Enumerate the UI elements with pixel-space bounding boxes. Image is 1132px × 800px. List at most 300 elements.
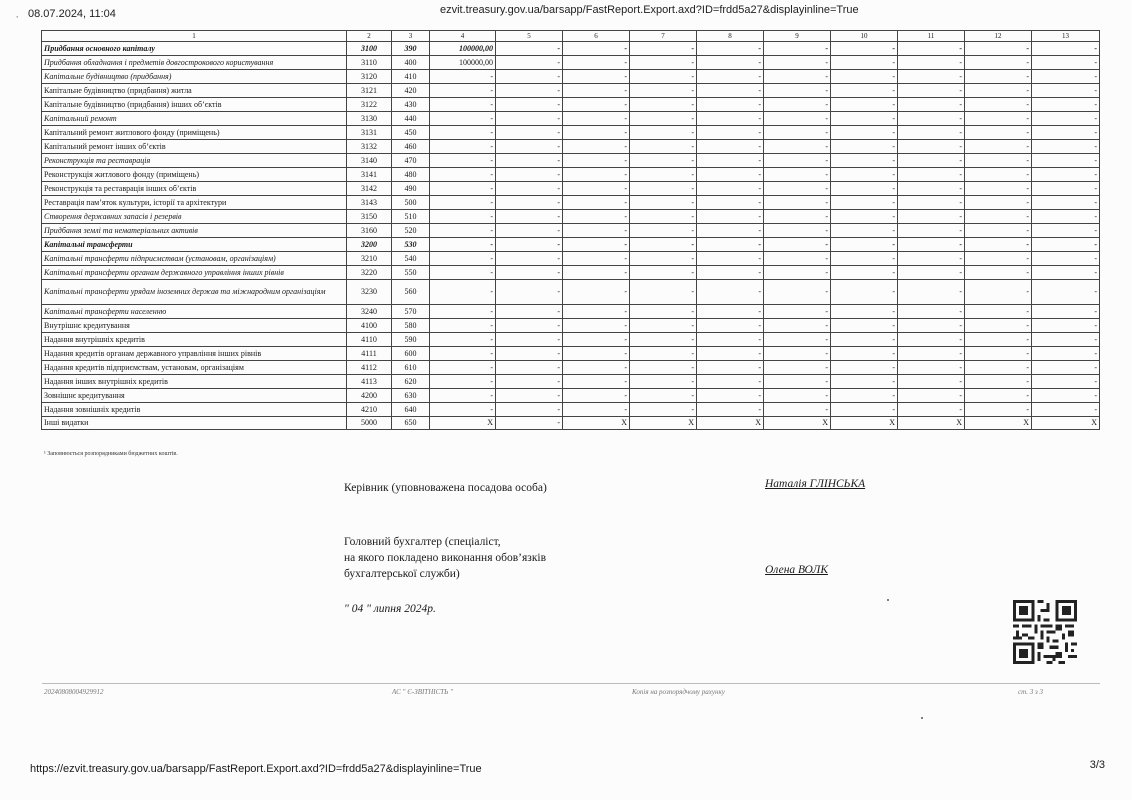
value-cell: - [965, 84, 1032, 98]
row-code: 390 [392, 42, 430, 56]
value-cell: - [764, 182, 831, 196]
kekv-code: 4110 [347, 333, 392, 347]
row-label: Капітальні трансферти урядам іноземних держав та міжнародним організаціям [42, 280, 347, 305]
value-cell: - [430, 266, 496, 280]
value-cell: - [563, 70, 630, 84]
value-cell: - [630, 98, 697, 112]
table-body [42, 31, 1100, 430]
value-cell: - [697, 140, 764, 154]
row-label: Придбання землі та нематеріальних активів [42, 224, 347, 238]
value-cell: - [965, 168, 1032, 182]
value-cell: - [1032, 154, 1100, 168]
value-cell: - [898, 319, 965, 333]
value-cell: - [496, 210, 563, 224]
kekv-code: 3210 [347, 252, 392, 266]
value-cell: - [630, 347, 697, 361]
row-label: Реконструкція та реставрація [42, 154, 347, 168]
value-cell: - [430, 140, 496, 154]
value-cell: - [898, 140, 965, 154]
value-cell: - [764, 154, 831, 168]
value-cell: - [965, 333, 1032, 347]
value-cell: - [430, 84, 496, 98]
value-cell: - [496, 375, 563, 389]
value-cell: - [630, 168, 697, 182]
value-cell: - [496, 417, 563, 430]
value-cell: - [965, 196, 1032, 210]
value-cell: - [965, 210, 1032, 224]
value-cell: - [496, 238, 563, 252]
value-cell: - [831, 224, 898, 238]
value-cell: - [898, 280, 965, 305]
value-cell: - [697, 168, 764, 182]
value-cell: - [563, 182, 630, 196]
value-cell: - [697, 403, 764, 417]
value-cell: - [898, 98, 965, 112]
value-cell: - [563, 56, 630, 70]
value-cell: - [898, 375, 965, 389]
value-cell: - [764, 210, 831, 224]
row-code: 500 [392, 196, 430, 210]
kekv-code: 4112 [347, 361, 392, 375]
kekv-code: 3132 [347, 140, 392, 154]
value-cell: X [898, 417, 965, 430]
table-row [42, 196, 1100, 210]
row-code: 590 [392, 333, 430, 347]
value-cell: - [965, 112, 1032, 126]
column-number: 10 [831, 31, 898, 42]
value-cell: - [831, 333, 898, 347]
value-cell: - [496, 56, 563, 70]
value-cell: - [1032, 224, 1100, 238]
value-cell: - [697, 126, 764, 140]
value-cell: - [697, 375, 764, 389]
value-cell: - [697, 319, 764, 333]
value-cell: - [764, 168, 831, 182]
row-code: 630 [392, 389, 430, 403]
value-cell: - [496, 266, 563, 280]
column-number: 11 [898, 31, 965, 42]
value-cell: - [697, 238, 764, 252]
value-cell: - [563, 252, 630, 266]
row-code: 640 [392, 403, 430, 417]
value-cell: - [898, 210, 965, 224]
value-cell: - [1032, 305, 1100, 319]
value-cell: X [697, 417, 764, 430]
value-cell: - [831, 238, 898, 252]
value-cell: - [630, 280, 697, 305]
kekv-code: 3131 [347, 126, 392, 140]
value-cell: - [563, 196, 630, 210]
row-code: 530 [392, 238, 430, 252]
value-cell: - [898, 333, 965, 347]
value-cell: - [697, 305, 764, 319]
value-cell: - [965, 42, 1032, 56]
value-cell: - [697, 42, 764, 56]
value-cell: - [831, 252, 898, 266]
value-cell: - [764, 375, 831, 389]
value-cell: - [496, 252, 563, 266]
kekv-code: 3220 [347, 266, 392, 280]
column-number: 4 [430, 31, 496, 42]
value-cell: - [563, 126, 630, 140]
value-cell: - [764, 333, 831, 347]
row-label: Капітальні трансферти органам державного управління інших рівнів [42, 266, 347, 280]
value-cell: - [1032, 70, 1100, 84]
accountant-signature-name: Олена ВОЛК [765, 564, 828, 576]
row-label: Створення державних запасів і резервів [42, 210, 347, 224]
table-row [42, 238, 1100, 252]
row-label: Реконструкція житлового фонду (приміщень) [42, 168, 347, 182]
value-cell: - [831, 182, 898, 196]
value-cell: - [965, 347, 1032, 361]
table-row [42, 140, 1100, 154]
value-cell: - [697, 252, 764, 266]
value-cell: - [764, 126, 831, 140]
value-cell: - [1032, 361, 1100, 375]
value-cell: - [430, 224, 496, 238]
value-cell: - [898, 154, 965, 168]
value-cell: - [831, 98, 898, 112]
row-code: 490 [392, 182, 430, 196]
value-cell: - [496, 280, 563, 305]
value-cell: - [430, 196, 496, 210]
footer-divider [42, 683, 1100, 684]
value-cell: - [630, 305, 697, 319]
value-cell: - [831, 126, 898, 140]
column-number: 1 [42, 31, 347, 42]
value-cell: - [764, 403, 831, 417]
row-code: 420 [392, 84, 430, 98]
column-number: 5 [496, 31, 563, 42]
value-cell: - [430, 168, 496, 182]
row-code: 620 [392, 375, 430, 389]
row-code: 580 [392, 319, 430, 333]
kekv-code: 3141 [347, 168, 392, 182]
row-label: Капітальні трансферти підприємствам (установам, організаціям) [42, 252, 347, 266]
value-cell: - [898, 252, 965, 266]
value-cell: - [831, 42, 898, 56]
value-cell: - [430, 375, 496, 389]
value-cell: - [898, 196, 965, 210]
value-cell: - [965, 305, 1032, 319]
table-row [42, 168, 1100, 182]
value-cell: - [697, 347, 764, 361]
value-cell: - [430, 280, 496, 305]
row-label: Капітальний ремонт житлового фонду (приміщень) [42, 126, 347, 140]
value-cell: - [430, 333, 496, 347]
value-cell: - [697, 154, 764, 168]
value-cell: - [898, 42, 965, 56]
value-cell: X [563, 417, 630, 430]
print-date: 08.07.2024, 11:04 [28, 8, 116, 20]
value-cell: - [764, 238, 831, 252]
value-cell: - [965, 98, 1032, 112]
row-label: Капітальні трансферти населенню [42, 305, 347, 319]
row-label: Капітальне будівництво (придбання) інших об’єктів [42, 98, 347, 112]
print-header [16, 6, 1116, 20]
kekv-code: 4113 [347, 375, 392, 389]
value-cell: 100000,00 [430, 42, 496, 56]
value-cell: - [630, 56, 697, 70]
value-cell: - [430, 361, 496, 375]
table-row [42, 224, 1100, 238]
value-cell: - [831, 112, 898, 126]
value-cell: - [563, 140, 630, 154]
value-cell: - [831, 140, 898, 154]
row-code: 450 [392, 126, 430, 140]
value-cell: - [1032, 347, 1100, 361]
table-row [42, 182, 1100, 196]
value-cell: - [430, 126, 496, 140]
table-row [42, 375, 1100, 389]
column-number: 8 [697, 31, 764, 42]
kekv-code: 3100 [347, 42, 392, 56]
table-row [42, 266, 1100, 280]
value-cell: - [430, 70, 496, 84]
value-cell: - [898, 389, 965, 403]
table-row [42, 112, 1100, 126]
value-cell: - [563, 347, 630, 361]
row-label: Придбання обладнання і предметів довгострокового користування [42, 56, 347, 70]
value-cell: - [630, 238, 697, 252]
value-cell: - [563, 305, 630, 319]
value-cell: - [764, 347, 831, 361]
system-name: АС " Є-ЗВІТНІСТЬ " [392, 688, 453, 696]
value-cell: - [1032, 182, 1100, 196]
row-code: 400 [392, 56, 430, 70]
value-cell: - [563, 224, 630, 238]
row-code: 410 [392, 70, 430, 84]
value-cell: - [496, 333, 563, 347]
row-label: Реконструкція та реставрація інших об’єктів [42, 182, 347, 196]
value-cell: - [563, 42, 630, 56]
column-number: 3 [392, 31, 430, 42]
value-cell: - [965, 280, 1032, 305]
value-cell: - [697, 84, 764, 98]
row-code: 440 [392, 112, 430, 126]
table-row [42, 417, 1100, 430]
value-cell: - [630, 266, 697, 280]
table-row [42, 70, 1100, 84]
value-cell: - [563, 361, 630, 375]
table-row [42, 305, 1100, 319]
value-cell: - [831, 266, 898, 280]
value-cell: - [630, 112, 697, 126]
table-row [42, 252, 1100, 266]
value-cell: - [630, 403, 697, 417]
value-cell: - [430, 238, 496, 252]
value-cell: X [764, 417, 831, 430]
value-cell: - [898, 347, 965, 361]
value-cell: X [630, 417, 697, 430]
value-cell: - [965, 140, 1032, 154]
table-row [42, 42, 1100, 56]
accountant-label-line1: Головний бухгалтер (спеціаліст, [344, 536, 501, 548]
value-cell: - [563, 319, 630, 333]
value-cell: - [496, 347, 563, 361]
value-cell: - [1032, 389, 1100, 403]
kekv-code: 3122 [347, 98, 392, 112]
column-number: 13 [1032, 31, 1100, 42]
value-cell: - [1032, 42, 1100, 56]
value-cell: - [1032, 168, 1100, 182]
value-cell: - [697, 224, 764, 238]
value-cell: - [831, 319, 898, 333]
row-label: Капітальне будівництво (придбання) [42, 70, 347, 84]
value-cell: - [965, 252, 1032, 266]
value-cell: 100000,00 [430, 56, 496, 70]
document-id: 20240808004929912 [44, 688, 104, 696]
value-cell: - [965, 238, 1032, 252]
value-cell: - [630, 182, 697, 196]
value-cell: - [697, 70, 764, 84]
signature-date: " 04 " липня 2024р. [344, 603, 436, 615]
value-cell: - [764, 112, 831, 126]
value-cell: - [496, 70, 563, 84]
scan-mark: , [16, 10, 19, 19]
value-cell: - [630, 70, 697, 84]
row-label: Реставрація пам’яток культури, історії та архітектури [42, 196, 347, 210]
value-cell: - [965, 224, 1032, 238]
kekv-code: 4210 [347, 403, 392, 417]
footnote: ¹ Заповнюється розпорядниками бюджетних коштів. [44, 451, 178, 457]
value-cell: - [563, 333, 630, 347]
value-cell: - [831, 210, 898, 224]
row-label: Надання інших внутрішніх кредитів [42, 375, 347, 389]
value-cell: - [831, 56, 898, 70]
value-cell: - [965, 389, 1032, 403]
table-row [42, 210, 1100, 224]
table-row [42, 347, 1100, 361]
head-signature-name: Наталія ГЛІНСЬКА [765, 478, 866, 490]
value-cell: - [697, 210, 764, 224]
value-cell: - [630, 126, 697, 140]
value-cell: - [630, 319, 697, 333]
column-number: 2 [347, 31, 392, 42]
value-cell: - [1032, 112, 1100, 126]
value-cell: - [965, 56, 1032, 70]
value-cell: X [831, 417, 898, 430]
browser-page-number: 3/3 [1089, 759, 1105, 771]
value-cell: - [764, 42, 831, 56]
report-page-number: ст. 3 з 3 [1018, 688, 1043, 696]
value-cell: - [430, 182, 496, 196]
value-cell: - [1032, 280, 1100, 305]
kekv-code: 3121 [347, 84, 392, 98]
row-label: Придбання основного капіталу [42, 42, 347, 56]
kekv-code: 3150 [347, 210, 392, 224]
value-cell: - [563, 280, 630, 305]
value-cell: - [630, 84, 697, 98]
head-signature-label: Керівник (уповноважена посадова особа) [344, 482, 547, 494]
value-cell: - [1032, 238, 1100, 252]
value-cell: - [831, 347, 898, 361]
value-cell: - [697, 389, 764, 403]
value-cell: - [898, 403, 965, 417]
kekv-code: 4100 [347, 319, 392, 333]
kekv-code: 3110 [347, 56, 392, 70]
value-cell: - [764, 84, 831, 98]
value-cell: - [496, 224, 563, 238]
table-row [42, 84, 1100, 98]
scan-speck [887, 599, 889, 601]
value-cell: - [430, 210, 496, 224]
value-cell: - [563, 154, 630, 168]
value-cell: - [1032, 319, 1100, 333]
value-cell: - [496, 84, 563, 98]
value-cell: - [630, 196, 697, 210]
value-cell: - [965, 70, 1032, 84]
kekv-code: 3120 [347, 70, 392, 84]
table-row [42, 319, 1100, 333]
value-cell: - [831, 196, 898, 210]
value-cell: - [898, 70, 965, 84]
value-cell: - [1032, 333, 1100, 347]
value-cell: - [965, 154, 1032, 168]
kekv-code: 3143 [347, 196, 392, 210]
value-cell: - [831, 375, 898, 389]
value-cell: - [898, 182, 965, 196]
value-cell: - [496, 98, 563, 112]
row-code: 560 [392, 280, 430, 305]
print-url: ezvit.treasury.gov.ua/barsapp/FastReport.Export.axd?ID=frdd5a27&displayinline=True [440, 4, 859, 16]
value-cell: - [697, 98, 764, 112]
value-cell: - [764, 305, 831, 319]
value-cell: - [831, 84, 898, 98]
row-label: Капітальний ремонт інших об’єктів [42, 140, 347, 154]
row-label: Капітальні трансферти [42, 238, 347, 252]
value-cell: - [630, 333, 697, 347]
value-cell: - [898, 84, 965, 98]
value-cell: - [965, 266, 1032, 280]
row-code: 650 [392, 417, 430, 430]
value-cell: - [563, 98, 630, 112]
table-row [42, 403, 1100, 417]
value-cell: - [764, 224, 831, 238]
row-label: Надання кредитів підприємствам, установам, організаціям [42, 361, 347, 375]
value-cell: - [764, 140, 831, 154]
kekv-code: 5000 [347, 417, 392, 430]
row-code: 460 [392, 140, 430, 154]
value-cell: - [898, 305, 965, 319]
value-cell: - [630, 361, 697, 375]
value-cell: - [697, 333, 764, 347]
accountant-label-line2: на якого покладено виконання обов’язків [344, 552, 547, 564]
value-cell: - [430, 305, 496, 319]
value-cell: - [898, 126, 965, 140]
row-code: 540 [392, 252, 430, 266]
value-cell: - [563, 375, 630, 389]
table-row [42, 154, 1100, 168]
value-cell: - [697, 182, 764, 196]
row-label: Капітальний ремонт [42, 112, 347, 126]
value-cell: - [430, 319, 496, 333]
table-row [42, 333, 1100, 347]
column-number: 7 [630, 31, 697, 42]
value-cell: - [898, 361, 965, 375]
row-label: Внутрішнє кредитування [42, 319, 347, 333]
value-cell: - [965, 403, 1032, 417]
value-cell: - [831, 168, 898, 182]
value-cell: - [898, 266, 965, 280]
value-cell: - [1032, 56, 1100, 70]
row-label: Зовнішнє кредитування [42, 389, 347, 403]
row-label: Інші видатки [42, 417, 347, 430]
value-cell: - [430, 98, 496, 112]
value-cell: - [630, 252, 697, 266]
kekv-code: 4111 [347, 347, 392, 361]
value-cell: - [898, 238, 965, 252]
